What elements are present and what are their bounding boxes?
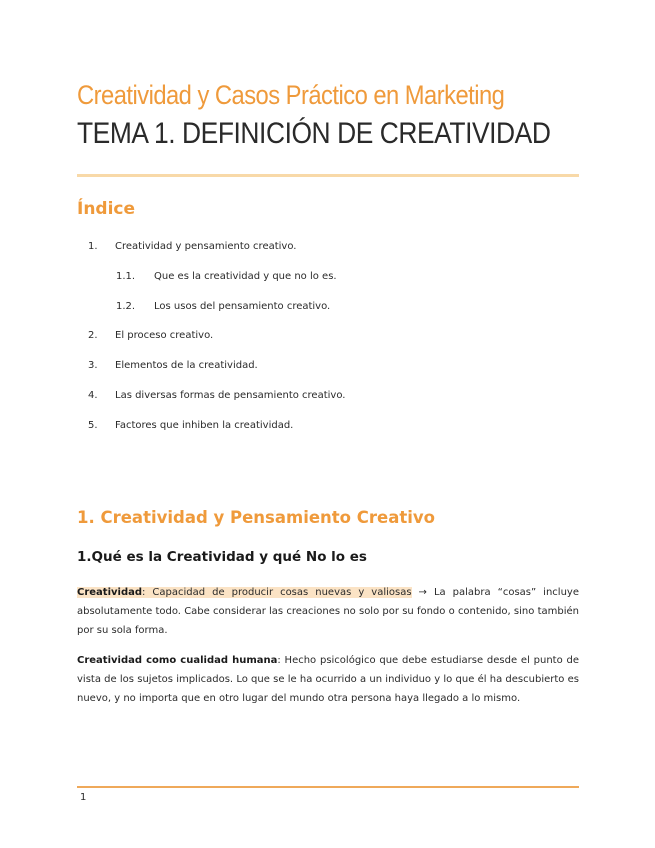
- toc-item-text: El proceso creativo.: [115, 330, 214, 341]
- toc-item-text: Factores que inhiben la creatividad.: [115, 420, 294, 431]
- course-title: Creatividad y Casos Práctico en Marketing: [77, 80, 505, 110]
- header-divider: [77, 174, 579, 177]
- defined-term: Creatividad: [77, 587, 143, 598]
- paragraph-line: por su sola forma.: [77, 625, 168, 636]
- definition-text: : Capacidad de producir cosas nuevas y valiosas: [142, 587, 412, 598]
- paragraph-line: absolutamente todo. Cabe considerar las creaciones no solo por su fondo o contenido, sino también: [77, 606, 579, 617]
- paragraph-line: [77, 583, 579, 602]
- toc-item-text: Creatividad y pensamiento creativo.: [115, 241, 297, 252]
- toc-item-text: Las diversas formas de pensamiento creativo.: [115, 390, 346, 401]
- toc-item-number: 4.: [88, 390, 98, 401]
- toc-item-text: Que es la creatividad y que no lo es.: [154, 271, 337, 282]
- defined-term: Creatividad como cualidad humana: [77, 655, 278, 666]
- toc-item-number: 3.: [88, 360, 98, 371]
- footer-divider: [77, 786, 579, 788]
- paragraph-line: vista de los sujetos implicados. Lo que se le ha ocurrido a un individuo y lo que él ha descubierto es: [77, 674, 579, 685]
- toc-item-number: 1.1.: [116, 271, 136, 282]
- toc-item-number: 5.: [88, 420, 98, 431]
- highlight: [77, 587, 412, 598]
- toc-item-number: 1.: [88, 241, 98, 252]
- topic-title: TEMA 1. DEFINICIÓN DE CREATIVIDAD: [77, 117, 551, 150]
- index-heading: Índice: [77, 199, 136, 219]
- subsection-heading: 1.Qué es la Creatividad y qué No lo es: [77, 549, 367, 565]
- paragraph-line: nuevo, y no importa que en otro lugar del mundo otra persona haya llegado a lo mismo.: [77, 693, 521, 704]
- human-quality-paragraph: [77, 651, 579, 708]
- toc-item-number: 2.: [88, 330, 98, 341]
- toc-item-number: 1.2.: [116, 301, 136, 312]
- toc-item-text: Los usos del pensamiento creativo.: [154, 301, 331, 312]
- section-heading: 1. Creatividad y Pensamiento Creativo: [77, 508, 435, 527]
- paragraph-text: → La palabra “cosas” incluye: [411, 587, 579, 598]
- page-number: 1: [80, 792, 87, 803]
- definition-paragraph: [77, 583, 579, 640]
- paragraph-line: [77, 651, 579, 670]
- paragraph-text: : Hecho psicológico que debe estudiarse desde el punto de: [277, 655, 579, 666]
- toc-item-text: Elementos de la creatividad.: [115, 360, 258, 371]
